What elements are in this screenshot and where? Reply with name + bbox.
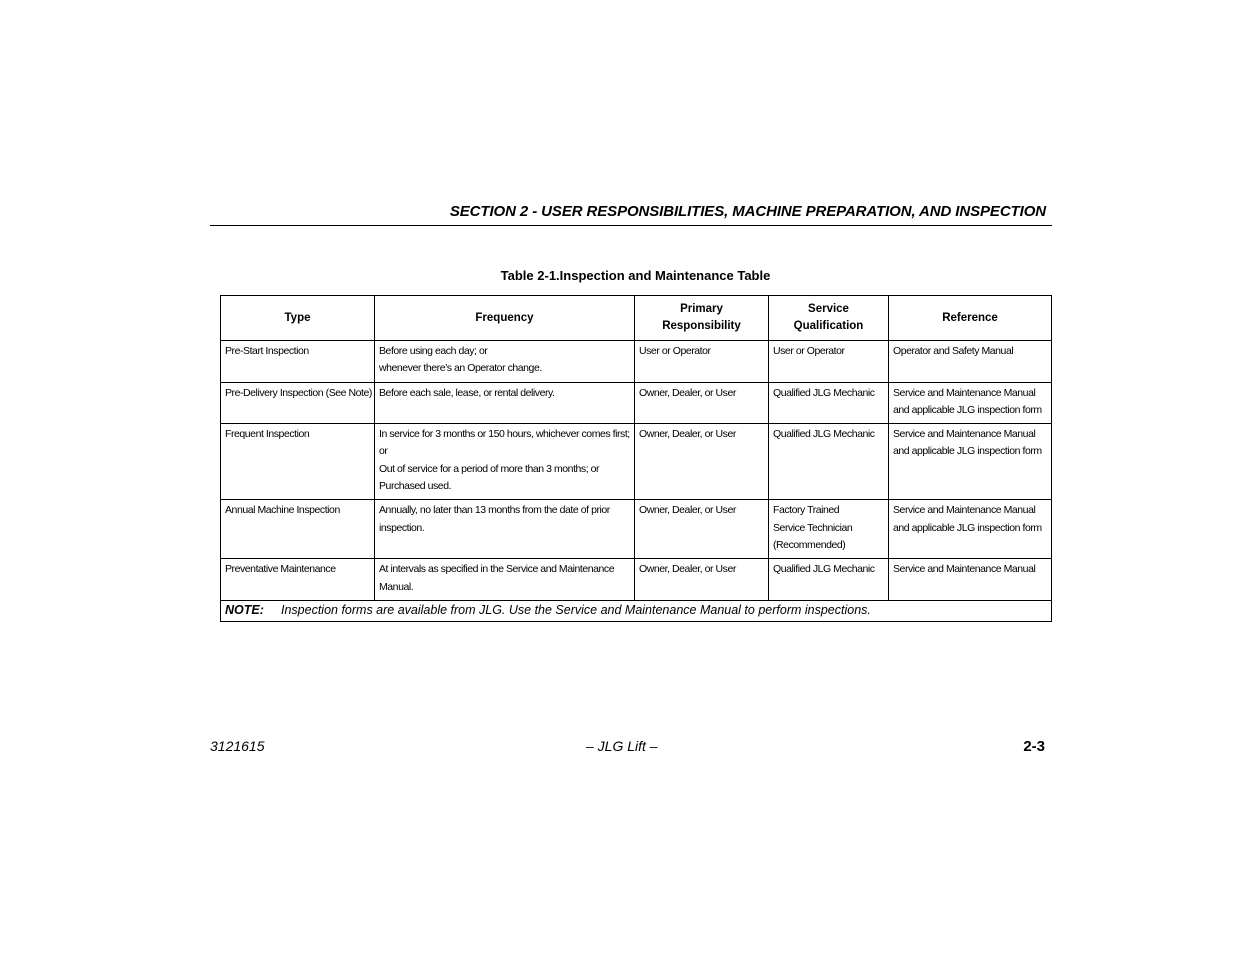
table-row <box>221 500 1052 559</box>
cell-line: Annual Machine Inspection <box>225 504 340 517</box>
table-cell <box>769 382 889 424</box>
table-cell <box>221 424 375 500</box>
table-cell <box>375 382 635 424</box>
section-title: SECTION 2 - USER RESPONSIBILITIES, MACHINE PREPARATION, AND INSPECTION <box>449 203 1046 220</box>
cell-line: and applicable JLG inspection form <box>893 521 1042 534</box>
cell-line: Frequent Inspection <box>225 428 310 441</box>
table-header-row <box>221 296 1052 341</box>
cell-line: Annually, no later than 13 months from the date of prior <box>379 504 610 517</box>
table-cell <box>221 341 375 383</box>
note-label: NOTE: <box>225 602 264 617</box>
footer-doc-number: 3121615 <box>210 738 265 754</box>
table-cell <box>889 500 1052 559</box>
note-cell <box>221 600 1052 621</box>
table-row <box>221 424 1052 500</box>
cell-line: Manual. <box>379 580 414 593</box>
cell-line: Operator and Safety Manual <box>893 345 1014 357</box>
table-cell <box>769 559 889 601</box>
cell-line: and applicable JLG inspection form <box>893 403 1042 416</box>
column-header-line: Type <box>284 311 311 324</box>
note-row <box>221 600 1052 621</box>
cell-line: Service and Maintenance Manual <box>893 504 1036 517</box>
column-header-line: Frequency <box>475 311 534 324</box>
note-text: Inspection forms are available from JLG. Use the Service and Maintenance Manual to perform inspections. <box>281 602 871 617</box>
cell-line: Owner, Dealer, or User <box>639 386 736 399</box>
column-header <box>769 296 889 341</box>
column-header <box>375 296 635 341</box>
column-header-line: Reference <box>942 311 998 324</box>
cell-line: Factory Trained <box>773 504 840 517</box>
cell-line: inspection. <box>379 521 425 534</box>
cell-line: Owner, Dealer, or User <box>639 428 736 441</box>
table-cell <box>769 500 889 559</box>
cell-line: Owner, Dealer, or User <box>639 563 736 576</box>
table-cell <box>635 382 769 424</box>
cell-line: and applicable JLG inspection form <box>893 445 1042 458</box>
table-caption: Table 2-1.Inspection and Maintenance Table <box>500 268 771 283</box>
column-header <box>889 296 1052 341</box>
footer-brand: – JLG Lift – <box>586 738 658 754</box>
cell-line: Qualified JLG Mechanic <box>773 386 875 399</box>
cell-line: Purchased used. <box>379 480 452 493</box>
column-header-line: Qualification <box>793 320 864 332</box>
section-header <box>210 201 1052 226</box>
inspection-maintenance-table <box>220 295 1052 622</box>
column-header <box>221 296 375 341</box>
cell-line: Before each sale, lease, or rental delivery. <box>379 386 555 399</box>
table-cell <box>375 500 635 559</box>
table-cell <box>635 559 769 601</box>
cell-line: User or Operator <box>639 345 711 357</box>
table-cell <box>889 382 1052 424</box>
column-header-line: Primary <box>680 303 723 315</box>
cell-line: At intervals as specified in the Service and Maintenance <box>379 563 615 576</box>
cell-line: User or Operator <box>773 345 845 357</box>
cell-line: Service and Maintenance Manual <box>893 428 1036 441</box>
table-cell <box>889 341 1052 383</box>
cell-line: whenever there’s an Operator change. <box>379 362 542 375</box>
cell-line: or <box>379 445 388 458</box>
cell-line: (Recommended) <box>773 538 846 551</box>
column-header <box>635 296 769 341</box>
table-cell <box>635 424 769 500</box>
cell-line: Qualified JLG Mechanic <box>773 563 875 576</box>
table-cell <box>375 341 635 383</box>
table-cell <box>889 424 1052 500</box>
cell-line: Preventative Maintenance <box>225 563 336 576</box>
table-body <box>221 341 1052 601</box>
cell-line: Pre-Delivery Inspection (See Note) <box>225 386 372 399</box>
column-header-line: Responsibility <box>662 320 741 332</box>
cell-line: Owner, Dealer, or User <box>639 504 736 517</box>
table-cell <box>769 424 889 500</box>
table-cell <box>375 424 635 500</box>
cell-line: Pre-Start Inspection <box>225 345 309 357</box>
table-cell <box>635 341 769 383</box>
cell-line: Service and Maintenance Manual <box>893 386 1036 399</box>
table-cell <box>221 382 375 424</box>
table-cell <box>221 500 375 559</box>
table-cell <box>635 500 769 559</box>
column-header-line: Service <box>808 303 849 315</box>
table-row <box>221 559 1052 601</box>
table-cell <box>221 559 375 601</box>
table-cell <box>375 559 635 601</box>
table-row <box>221 341 1052 383</box>
cell-line: Service and Maintenance Manual <box>893 563 1036 576</box>
table-row <box>221 382 1052 424</box>
cell-line: Qualified JLG Mechanic <box>773 428 875 441</box>
footer-page-number: 2-3 <box>1023 738 1045 755</box>
table-cell <box>889 559 1052 601</box>
cell-line: In service for 3 months or 150 hours, whichever comes first; <box>379 428 630 441</box>
cell-line: Service Technician <box>773 521 853 534</box>
table-cell <box>769 341 889 383</box>
cell-line: Out of service for a period of more than 3 months; or <box>379 462 600 475</box>
cell-line: Before using each day; or <box>379 345 488 357</box>
